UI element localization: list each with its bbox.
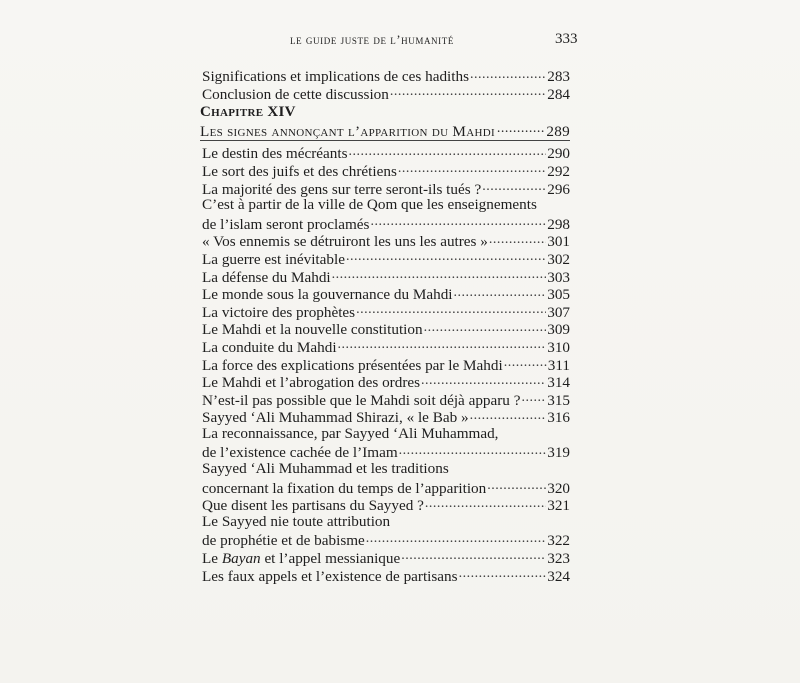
toc-entry-title-line1: Le Sayyed nie toute attribution bbox=[202, 512, 391, 530]
leader-dots bbox=[349, 143, 547, 158]
leader-dots bbox=[398, 161, 546, 176]
toc-entry-title: Significations et implications de ces hadiths bbox=[202, 68, 469, 86]
toc-entry[interactable] bbox=[200, 266, 570, 284]
toc-entry-page: 323 bbox=[547, 550, 570, 568]
toc-entry-title: La défense du Mahdi bbox=[202, 268, 331, 286]
leader-dots bbox=[401, 548, 546, 563]
toc-entry[interactable] bbox=[200, 161, 570, 179]
toc-entry[interactable] bbox=[200, 337, 570, 355]
toc-entry-page: 290 bbox=[547, 145, 570, 163]
toc-entry-title: Le Mahdi et la nouvelle constitution bbox=[202, 321, 423, 339]
chapter-section-title[interactable] bbox=[200, 121, 570, 141]
leader-dots bbox=[356, 302, 546, 317]
toc-entry-page: 302 bbox=[547, 250, 570, 268]
toc-entry-title-prefix: Le bbox=[202, 550, 222, 568]
toc-entry[interactable] bbox=[200, 284, 570, 302]
toc-entry-title: La victoire des prophètes bbox=[202, 303, 356, 321]
leader-dots bbox=[421, 372, 546, 387]
toc-entry-title: Les faux appels et l’existence de partisans bbox=[202, 567, 458, 585]
leader-dots bbox=[487, 477, 546, 492]
toc-chapter-entries bbox=[200, 143, 570, 583]
toc-entry-title: Le Mahdi et l’abrogation des ordres bbox=[202, 374, 421, 392]
toc-entry-title-italic: Bayan bbox=[221, 550, 261, 568]
toc-entry[interactable] bbox=[200, 442, 570, 460]
leader-dots bbox=[497, 121, 544, 136]
toc-entry[interactable] bbox=[200, 84, 570, 102]
toc-entry-page: 310 bbox=[547, 338, 570, 356]
toc-entry[interactable] bbox=[200, 390, 570, 408]
toc-entry[interactable] bbox=[200, 143, 570, 161]
toc-entry-title: La majorité des gens sur terre seront-ils tués ? bbox=[202, 180, 482, 198]
section-page-ref: 289 bbox=[546, 123, 570, 141]
leader-dots bbox=[390, 84, 546, 99]
toc-entry-page: 314 bbox=[547, 374, 570, 392]
toc-entry-title: de l’existence cachée de l’Imam bbox=[202, 444, 398, 462]
toc-entry-page: 298 bbox=[547, 215, 570, 233]
toc-entry[interactable] bbox=[200, 548, 570, 566]
toc-entry-page: 307 bbox=[547, 303, 570, 321]
toc-entry-title: Sayyed ‘Ali Muhammad Shirazi, « le Bab » bbox=[202, 409, 469, 427]
toc-entry-page: 311 bbox=[547, 356, 570, 374]
toc-entry-title: Le monde sous la gouvernance du Mahdi bbox=[202, 286, 453, 304]
toc-entry-title: « Vos ennemis se détruiront les uns les autres » bbox=[202, 233, 488, 251]
toc-entry-page: 309 bbox=[547, 321, 570, 339]
toc-entry-page: 283 bbox=[547, 68, 570, 86]
leader-dots bbox=[399, 442, 547, 457]
toc-entry-page: 301 bbox=[547, 233, 570, 251]
toc-entry-page: 324 bbox=[547, 567, 570, 585]
leader-dots bbox=[470, 407, 547, 422]
chapter-label: Chapitre XIV bbox=[200, 104, 296, 121]
toc-entry-page: 321 bbox=[547, 497, 570, 515]
toc-entry[interactable] bbox=[200, 407, 570, 425]
leader-dots bbox=[504, 354, 547, 369]
toc-entry-title-line1: La reconnaissance, par Sayyed ‘Ali Muhammad, bbox=[202, 424, 499, 442]
toc-entry[interactable] bbox=[200, 495, 570, 513]
leader-dots bbox=[470, 66, 546, 81]
leader-dots bbox=[332, 266, 547, 281]
toc-entry-title: de l’islam seront proclamés bbox=[202, 215, 370, 233]
toc-entry-title bbox=[202, 550, 400, 568]
toc-entry-title: Que disent les partisans du Sayyed ? bbox=[202, 497, 424, 515]
toc-entry-page: 322 bbox=[547, 532, 570, 550]
toc-entry-title-rest: et l’appel messianique bbox=[260, 550, 401, 568]
toc-entry[interactable] bbox=[200, 302, 570, 320]
leader-dots bbox=[366, 530, 546, 545]
leader-dots bbox=[454, 284, 547, 299]
toc-entry[interactable] bbox=[200, 565, 570, 583]
toc-entry[interactable] bbox=[200, 231, 570, 249]
leader-dots bbox=[424, 319, 547, 334]
running-head: le guide juste de l’humanité bbox=[290, 33, 454, 47]
toc-entry-page: 303 bbox=[547, 268, 570, 286]
toc-entry[interactable] bbox=[200, 354, 570, 372]
toc-entry-page: 284 bbox=[547, 85, 570, 103]
leader-dots bbox=[346, 249, 546, 264]
leader-dots bbox=[482, 178, 546, 193]
leader-dots bbox=[338, 337, 547, 352]
toc-entry-page: 296 bbox=[547, 180, 570, 198]
section-title-text: Les signes annonçant l’apparition du Mahdi bbox=[200, 123, 495, 141]
toc-entry-title: Le sort des juifs et des chrétiens bbox=[202, 162, 397, 180]
toc-entry-page: 305 bbox=[547, 286, 570, 304]
toc-entry-page: 320 bbox=[547, 479, 570, 497]
page-number: 333 bbox=[555, 31, 578, 47]
toc-entry-page: 319 bbox=[547, 444, 570, 462]
toc-entry[interactable] bbox=[200, 249, 570, 267]
leader-dots bbox=[489, 231, 546, 246]
toc-entry[interactable] bbox=[200, 214, 570, 232]
leader-dots bbox=[370, 214, 546, 229]
toc-entry-title: concernant la fixation du temps de l’apparition bbox=[202, 479, 487, 497]
toc-entry-title: La guerre est inévitable bbox=[202, 250, 345, 268]
table-of-contents bbox=[200, 66, 570, 583]
toc-entry[interactable] bbox=[200, 530, 570, 548]
toc-entry-page: 316 bbox=[547, 409, 570, 427]
toc-entry[interactable] bbox=[200, 178, 570, 196]
toc-entries-before bbox=[200, 66, 570, 101]
toc-entry[interactable] bbox=[200, 372, 570, 390]
leader-dots bbox=[459, 565, 547, 580]
leader-dots bbox=[425, 495, 546, 510]
toc-entry-title: Conclusion de cette discussion bbox=[202, 85, 389, 103]
toc-entry-title: La conduite du Mahdi bbox=[202, 338, 337, 356]
toc-entry-page: 315 bbox=[547, 391, 570, 409]
toc-entry-page: 292 bbox=[547, 162, 570, 180]
toc-entry-title: N’est-il pas possible que le Mahdi soit déjà apparu ? bbox=[202, 391, 521, 409]
toc-entry-title: Le destin des mécréants bbox=[202, 145, 348, 163]
leader-dots bbox=[521, 390, 546, 405]
toc-entry[interactable] bbox=[200, 477, 570, 495]
toc-entry-title: La force des explications présentées par le Mahdi bbox=[202, 356, 503, 374]
toc-entry[interactable] bbox=[200, 319, 570, 337]
toc-entry-title-line1: C’est à partir de la ville de Qom que les enseignements bbox=[202, 195, 537, 213]
toc-entry[interactable] bbox=[200, 66, 570, 84]
toc-entry-title-line1: Sayyed ‘Ali Muhammad et les traditions bbox=[202, 459, 449, 477]
toc-entry-title: de prophétie et de babisme bbox=[202, 532, 365, 550]
